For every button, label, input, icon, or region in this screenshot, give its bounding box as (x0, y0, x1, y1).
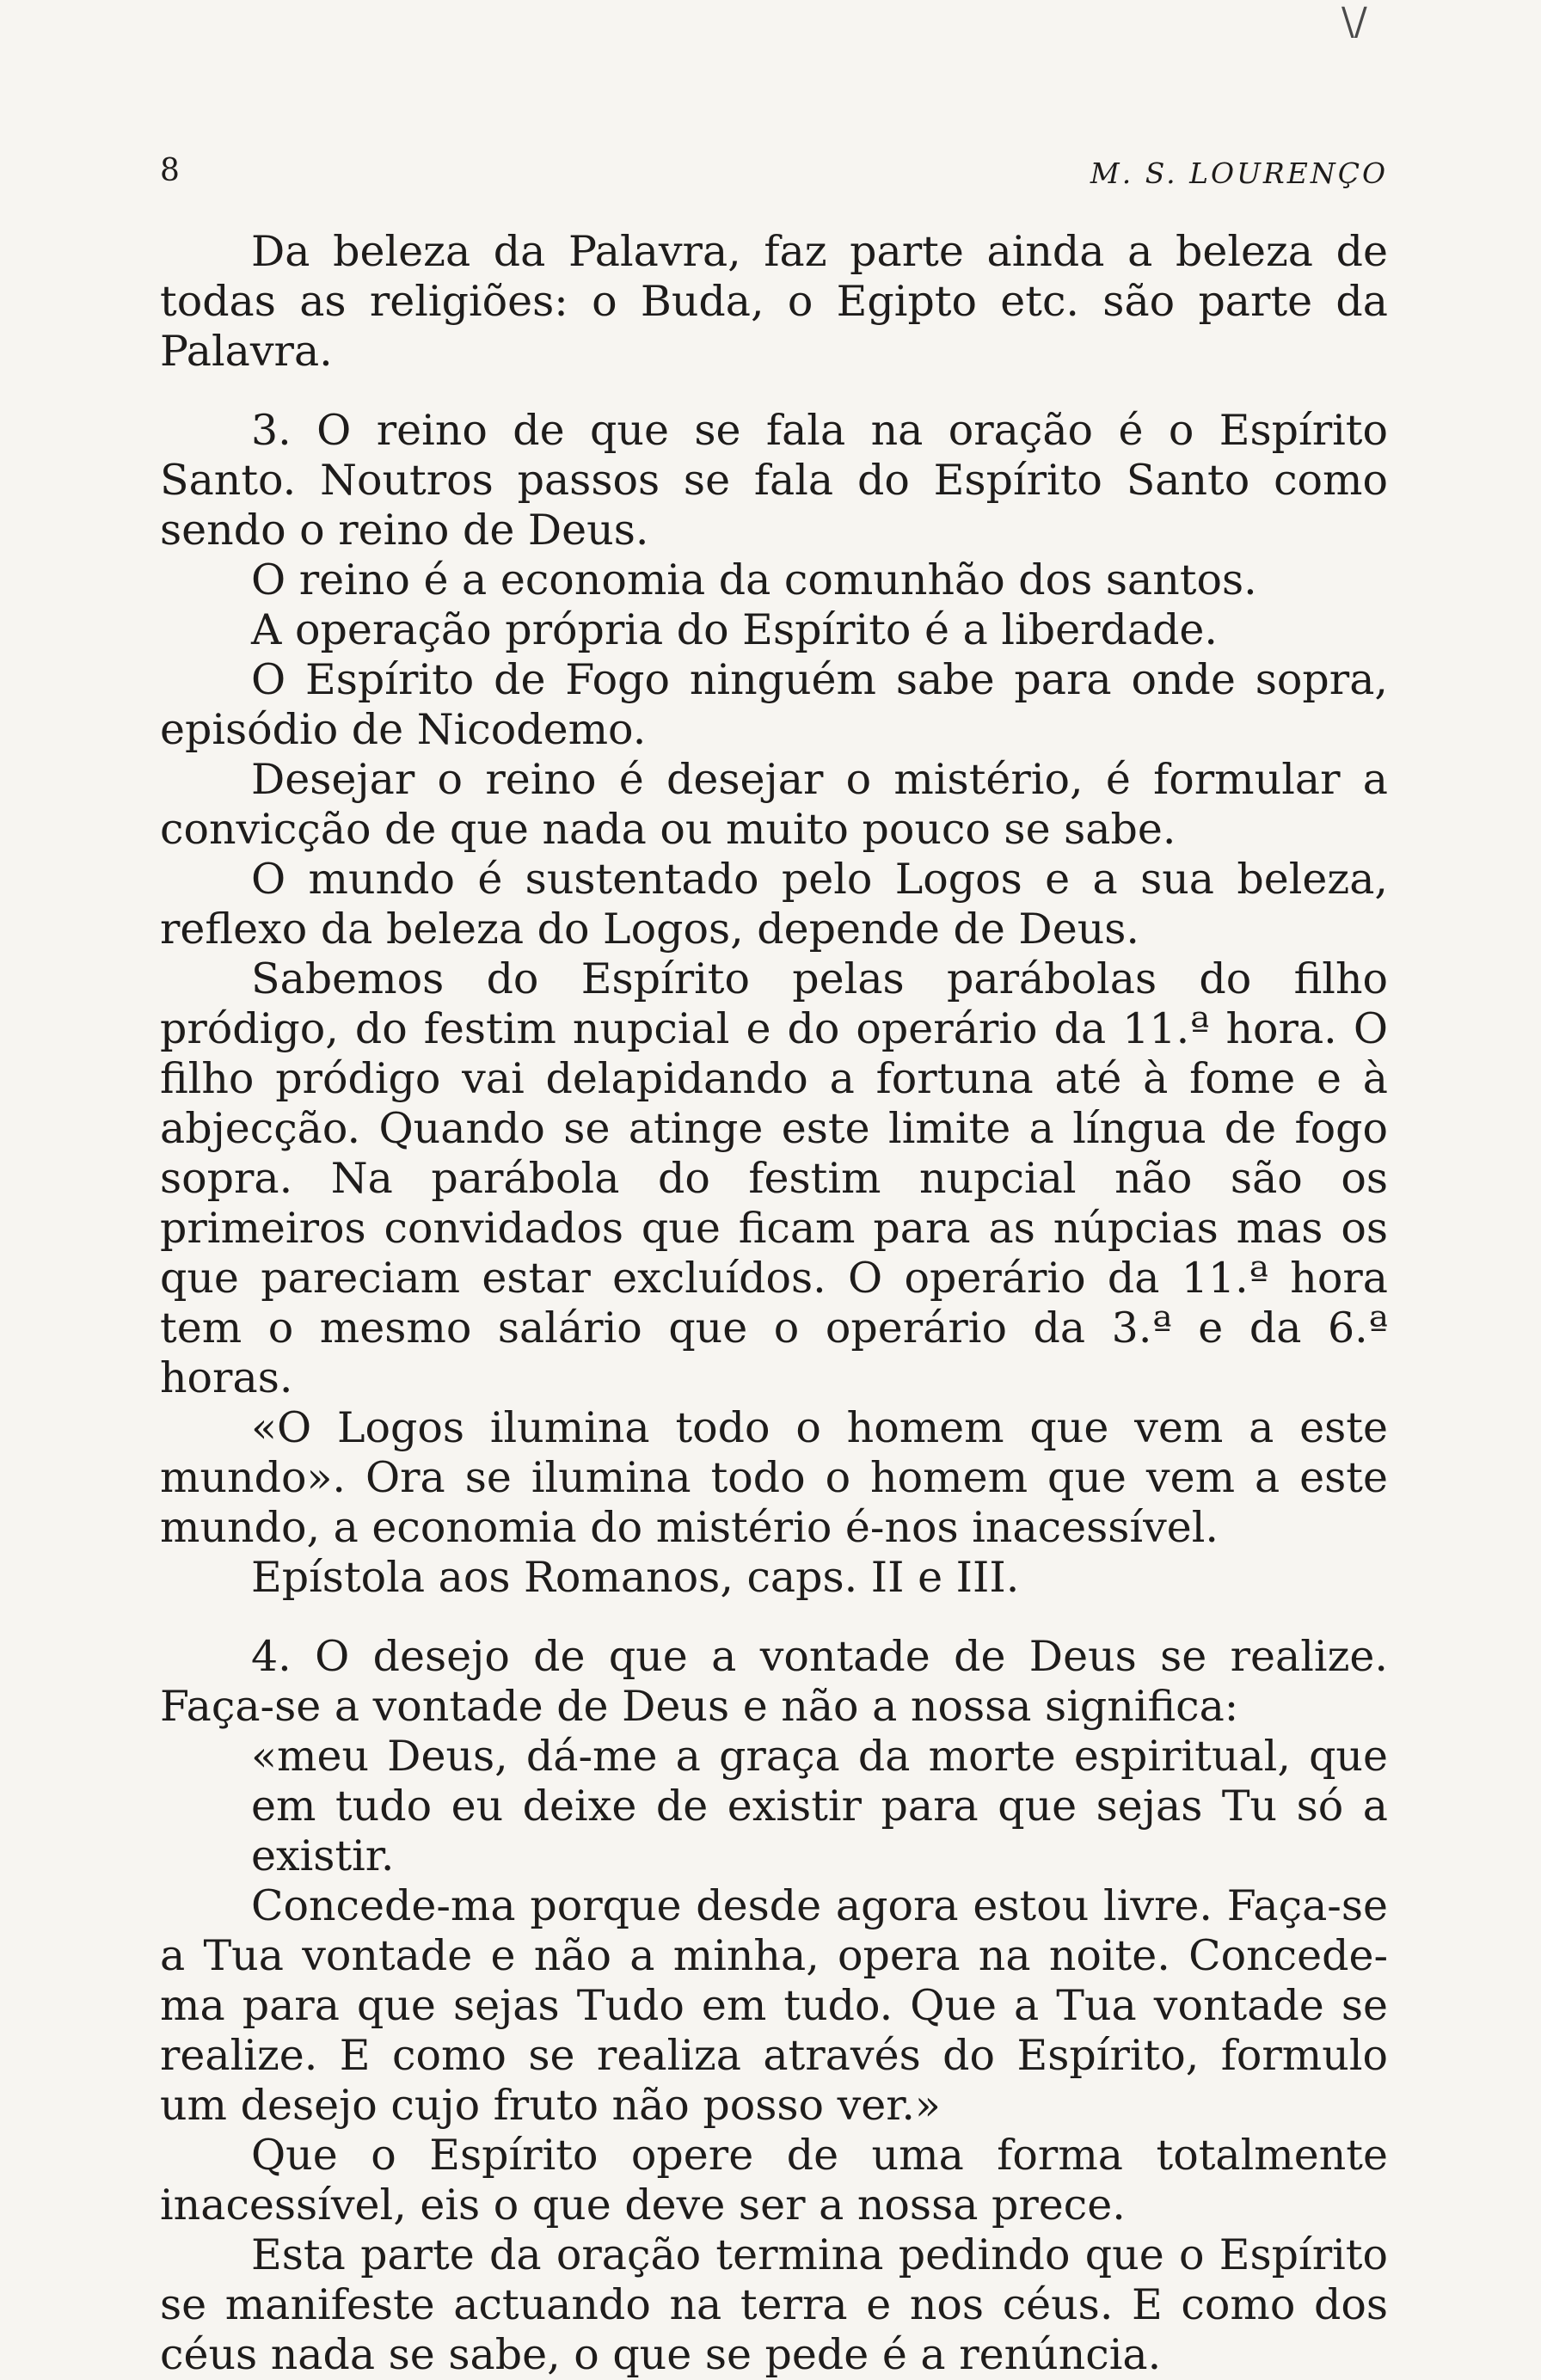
paragraph: O Espírito de Fogo ninguém sabe para onde sopra, episódio de Nicodemo. (160, 655, 1388, 754)
page-number: 8 (160, 153, 180, 188)
paragraph: O reino é a economia da comunhão dos santos. (251, 555, 1257, 604)
page-header (160, 153, 1388, 196)
quotation-paragraph: «O Logos ilumina todo o homem que vem a este mundo». Ora se ilumina todo o homem que vem a este mundo, a economia do mistério é-nos inacessível. (160, 1403, 1388, 1552)
running-head: M. S. LOURENÇO (1090, 156, 1388, 190)
prayer-quotation-continued: Concede-ma porque desde agora estou livre. Faça-se a Tua vontade e não a minha, opera na noite. Concede-ma para que sejas Tudo em tudo. Que a Tua vontade se realize. E como se realiza através do Espírito, formulo um desejo cujo fruto não posso ver.» (160, 1881, 1388, 2130)
paragraph: 3. O reino de que se fala na oração é o Espírito Santo. Noutros passos se fala do Espírito Santo como sendo o reino de Deus. (160, 406, 1388, 555)
prayer-quotation: «meu Deus, dá-me a graça da morte espiritual, que em tudo eu deixe de existir para que sejas Tu só a existir. (251, 1732, 1388, 1880)
paragraph: Epístola aos Romanos, caps. II e III. (251, 1553, 1020, 1602)
paragraph: Que o Espírito opere de uma forma totalmente inacessível, eis o que deve ser a nossa prece. (160, 2131, 1388, 2230)
corner-pencil-mark: \/ (1341, 0, 1367, 44)
paragraph: A operação própria do Espírito é a liberdade. (251, 605, 1219, 654)
paragraph: Da beleza da Palavra, faz parte ainda a beleza de todas as religiões: o Buda, o Egipto etc. são parte da Palavra. (160, 227, 1388, 376)
paragraph: Desejar o reino é desejar o mistério, é formular a convicção de que nada ou muito pouco se sabe. (160, 755, 1388, 854)
paragraph: Esta parte da oração termina pedindo que o Espírito se manifeste actuando na terra e nos céus. E como dos céus nada se sabe, o que se pede é a renúncia. (160, 2230, 1388, 2379)
body-text (160, 227, 1388, 2380)
paragraph: 4. O desejo de que a vontade de Deus se realize. Faça-se a vontade de Deus e não a nossa significa: (160, 1632, 1388, 1731)
paragraph: O mundo é sustentado pelo Logos e a sua beleza, reflexo da beleza do Logos, depende de Deus. (160, 855, 1388, 954)
paragraph: Sabemos do Espírito pelas parábolas do filho pródigo, do festim nupcial e do operário da 11.ª hora. O filho pródigo vai delapidando a fortuna até à fome e à abjecção. Quando se atinge este limite a língua de fogo sopra. Na parábola do festim nupcial não são os primeiros convidados que ficam para as núpcias mas os que pareciam estar excluídos. O operário da 11.ª hora tem o mesmo salário que o operário da 3.ª e da 6.ª horas. (160, 954, 1388, 1402)
